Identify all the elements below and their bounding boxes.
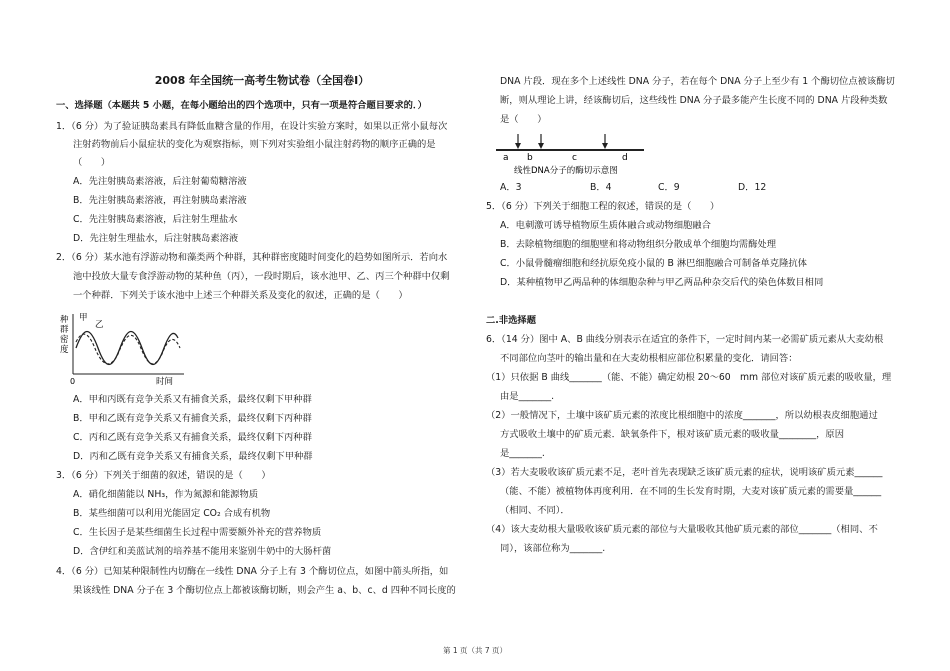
q3-stem: 3．（6 分）下列关于细菌的叙述，错误的是（ ） xyxy=(56,470,271,481)
segment-label-d: d xyxy=(622,153,628,163)
q4-stem-line2: 果该线性 DNA 分子在 3 个酶切位点上都被该酶切断，则会产生 a、b、c、d 四种不同长度的 xyxy=(73,585,456,596)
segment-label-c: c xyxy=(572,153,577,163)
q4-stem-line3: DNA 片段．现在多个上述线性 DNA 分子，若在每个 DNA 分子上至少有 1 个酶切位点被该酶切 xyxy=(500,76,895,87)
q6-part4-line1: （4）该大麦幼根大量吸收该矿质元素的部位与大量吸收其他矿质元素的部位_______（相同、不 xyxy=(486,524,878,535)
q2-option-c: C．丙和乙既有竞争关系又有捕食关系，最终仅剩下丙种群 xyxy=(73,432,312,443)
series-jia-label: 甲 xyxy=(79,313,88,323)
q4-option-a: A．3 xyxy=(500,182,522,193)
y-axis-label-2: 群 xyxy=(60,325,69,335)
population-density-figure xyxy=(58,308,188,388)
q5-option-a: A．电刺激可诱导植物原生质体融合或动物细胞融合 xyxy=(500,220,711,231)
q6-stem-line1: 6．（14 分）图中 A、B 曲线分别表示在适宜的条件下，一定时间内某一必需矿质元素从大麦幼根 xyxy=(486,334,884,345)
q3-option-d: D．含伊红和美蓝试剂的培养基不能用来鉴别牛奶中的大肠杆菌 xyxy=(73,546,332,557)
q6-part2-line2: 方式吸收土壤中的矿质元素．缺氧条件下，根对该矿质元素的吸收量________，原因 xyxy=(500,429,844,440)
q1-stem-line3: （ ） xyxy=(73,157,111,168)
series-jia-curve xyxy=(76,332,178,365)
q6-part4-line2: 同），该部位称为_______. xyxy=(500,543,606,554)
arrow-icon xyxy=(538,134,544,149)
section2-heading: 二.非选择题 xyxy=(486,315,537,326)
q3-option-b: B．某些细菌可以利用光能固定 CO₂ 合成有机物 xyxy=(73,508,271,519)
q6-part3-line2: （能、不能）被植物体再度利用．在不同的生长发育时期，大麦对该矿质元素的需要量______ xyxy=(500,486,882,497)
q4-option-b: B．4 xyxy=(590,182,612,193)
exam-title: 2008 年全国统一高考生物试卷（全国卷Ⅰ） xyxy=(154,74,370,87)
q5-option-b: B．去除植物细胞的细胞壁和将动物组织分散成单个细胞均需酶处理 xyxy=(500,239,776,250)
q3-option-a: A．硝化细菌能以 NH₃，作为氮源和能源物质 xyxy=(73,489,259,500)
q1-stem-line1: 1．（6 分）为了验证胰岛素具有降低血糖含量的作用，在设计实验方案时，如果以正常小鼠每次 xyxy=(56,121,448,132)
q1-option-b: B．先注射胰岛素溶液，再注射胰岛素溶液 xyxy=(73,195,247,206)
y-axis-label-4: 度 xyxy=(60,345,69,355)
q6-part1-line2: 由是_______. xyxy=(500,391,555,402)
q1-option-d: D．先注射生理盐水，后注射胰岛素溶液 xyxy=(73,233,239,244)
q6-part3-line1: （3）若大麦吸收该矿质元素不足，老叶首先表现缺乏该矿质元素的症状，说明该矿质元素______ xyxy=(486,467,883,478)
q6-stem-line2: 不同部位向茎叶的输出量和在大麦幼根相应部位积累量的变化．请回答： xyxy=(500,353,798,364)
q2-option-b: B．甲和乙既有竞争关系又有捕食关系，最终仅剩下丙种群 xyxy=(73,413,312,424)
origin-label: 0 xyxy=(70,377,76,386)
segment-label-a: a xyxy=(503,153,509,163)
q4-stem-line5: 是（ ） xyxy=(500,114,547,125)
q2-stem-line1: 2．（6 分）某水池有浮游动物和藻类两个种群，其种群密度随时间变化的趋势如图所示．若向水 xyxy=(56,252,448,263)
q1-option-a: A．先注射胰岛素溶液，后注射葡萄糖溶液 xyxy=(73,176,247,187)
segment-label-b: b xyxy=(527,153,533,163)
q6-part3-line3: （相同、不同）． xyxy=(500,505,570,516)
q4-option-c: C．9 xyxy=(658,182,680,193)
dna-diagram-caption: 线性DNA分子的酶切示意图 xyxy=(514,166,618,176)
q3-option-c: C．生长因子是某些细菌生长过程中需要额外补充的营养物质 xyxy=(73,527,322,538)
q1-option-c: C．先注射胰岛素溶液，后注射生理盐水 xyxy=(73,214,238,225)
q1-stem-line2: 注射药物前后小鼠症状的变化为观察指标，则下列对实验组小鼠注射药物的顺序正确的是 xyxy=(73,139,436,150)
q5-stem: 5．（6 分）下列关于细胞工程的叙述，错误的是（ ） xyxy=(486,201,720,212)
q5-option-d: D．某种植物甲乙两品种的体细胞杂种与甲乙两品种杂交后代的染色体数目相同 xyxy=(500,277,824,288)
y-axis-label-1: 种 xyxy=(60,315,69,325)
q4-stem-line1: 4．（6 分）已知某种限制性内切酶在一线性 DNA 分子上有 3 个酶切位点，如图中箭头所指，如 xyxy=(56,566,449,577)
y-axis-label-3: 密 xyxy=(60,335,69,345)
x-axis-label: 时间 xyxy=(156,377,174,387)
q6-part1-line1: （1）只依据 B 曲线_______（能、不能）确定幼根 20～60 mm 部位对该矿质元素的吸收量，理 xyxy=(486,372,892,383)
q2-stem-line2: 池中投放大量专食浮游动物的某种鱼（丙），一段时期后，该水池甲、乙、丙三个种群中仅剩 xyxy=(73,271,450,282)
q2-option-a: A．甲和丙既有竞争关系又有捕食关系，最终仅剩下甲种群 xyxy=(73,394,312,405)
q4-option-d: D．12 xyxy=(738,182,767,193)
page-footer: 第 1 页（共 7 页） xyxy=(442,646,508,655)
series-yi-curve xyxy=(76,334,180,364)
q4-stem-line4: 断，则从理论上讲，经该酶切后，这些线性 DNA 分子最多能产生长度不同的 DNA 片段种类数 xyxy=(500,95,888,106)
series-yi-label: 乙 xyxy=(95,320,104,330)
arrow-icon xyxy=(515,134,521,149)
section1-heading: 一、选择题（本题共 5 小题，在每小题给出的四个选项中，只有一项是符合题目要求的．） xyxy=(56,100,427,111)
q6-part2-line3: 是_______. xyxy=(500,448,545,459)
arrow-icon xyxy=(602,134,608,149)
q6-part2-line1: （2）一般情况下，土壤中该矿质元素的浓度比根细胞中的浓度_______，所以幼根表皮细胞通过 xyxy=(486,410,878,421)
dna-cut-diagram xyxy=(496,130,656,178)
q2-stem-line3: 一个种群．下列关于该水池中上述三个种群关系及变化的叙述，正确的是（ ） xyxy=(73,290,408,301)
q5-option-c: C．小鼠骨髓瘤细胞和经抗原免疫小鼠的 B 淋巴细胞融合可制备单克隆抗体 xyxy=(500,258,807,269)
q2-option-d: D．丙和乙既有竞争关系又有捕食关系，最终仅剩下甲种群 xyxy=(73,451,313,462)
